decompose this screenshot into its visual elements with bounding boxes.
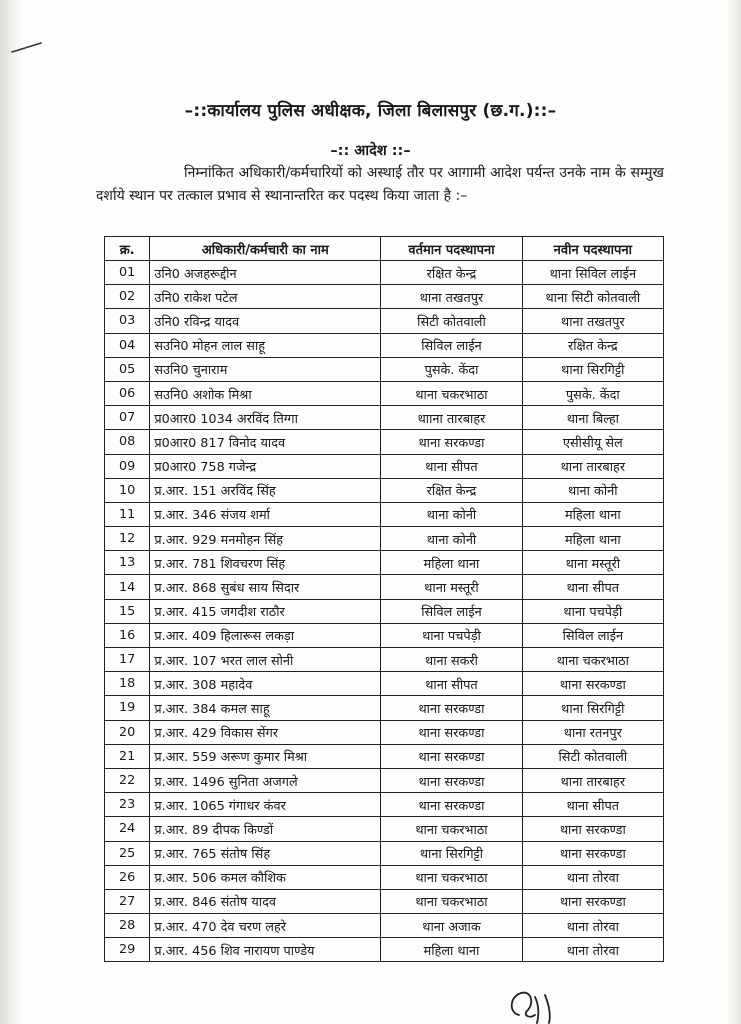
table-row [105, 914, 664, 938]
row-serial: 25 [105, 841, 150, 865]
header-new-posting: नवीन पदस्थापना [522, 237, 663, 261]
row-new-posting: थाना मस्तूरी [522, 551, 663, 575]
row-new-posting: महिला थाना [522, 502, 663, 526]
table-row [105, 575, 664, 599]
row-employee-name: प्र.आर. 1065 गंगाधर कंवर [150, 793, 381, 817]
row-employee-name: सउनि0 अशोक मिश्रा [150, 381, 381, 405]
row-employee-name: प्र.आर. 559 अरूण कुमार मिश्रा [150, 744, 381, 768]
row-current-posting: सिविल लाईन [381, 333, 522, 357]
table-row [105, 938, 664, 962]
row-current-posting: थाना सरकण्डा [381, 793, 522, 817]
row-new-posting: पुसके. केंदा [522, 381, 663, 405]
table-row [105, 817, 664, 841]
row-employee-name: उनि0 राकेश पटेल [150, 285, 381, 309]
row-serial: 09 [105, 454, 150, 478]
row-new-posting: थाना सिरगिट्टी [522, 696, 663, 720]
row-serial: 05 [105, 357, 150, 381]
row-current-posting: थाना चकरभाठा [381, 381, 522, 405]
row-new-posting: सिविल लाईन [522, 623, 663, 647]
row-serial: 18 [105, 672, 150, 696]
row-employee-name: प्र.आर. 765 संतोष सिंह [150, 841, 381, 865]
row-new-posting: रक्षित केन्द्र [522, 333, 663, 357]
row-employee-name: प्र.आर. 781 शिवचरण सिंह [150, 551, 381, 575]
row-current-posting: थाना तखतपुर [381, 285, 522, 309]
table-row [105, 623, 664, 647]
row-serial: 29 [105, 938, 150, 962]
row-new-posting: थाना चकरभाठा [522, 648, 663, 672]
row-current-posting: थाना सरकण्डा [381, 720, 522, 744]
table-row [105, 357, 664, 381]
row-employee-name: प्र.आर. 846 संतोष यादव [150, 889, 381, 913]
row-serial: 10 [105, 478, 150, 502]
row-serial: 01 [105, 261, 150, 285]
row-current-posting: महिला थाना [381, 938, 522, 962]
order-intro-text: निम्नांकित अधिकारी/कर्मचारियों को अस्थाई तौर पर आगामी आदेश पर्यन्त उनके नाम के सम्मुख दर्शाये स्थान पर तत्काल प्रभाव से स्थानान्तरित कर पदस्थ किया जाता है :– [96, 165, 664, 204]
row-current-posting: थाना मस्तूरी [381, 575, 522, 599]
row-new-posting: थाना तखतपुर [522, 309, 663, 333]
row-new-posting: थाना सरकण्डा [522, 841, 663, 865]
row-serial: 27 [105, 889, 150, 913]
row-new-posting: थाना सरकण्डा [522, 889, 663, 913]
row-current-posting: रक्षित केन्द्र [381, 261, 522, 285]
row-serial: 16 [105, 623, 150, 647]
row-current-posting: थाना सरकण्डा [381, 696, 522, 720]
row-new-posting: एसीसीयू सेल [522, 430, 663, 454]
table-row [105, 720, 664, 744]
row-current-posting: सिटी कोतवाली [381, 309, 522, 333]
row-employee-name: प्र.आर. 107 भरत लाल सोनी [150, 648, 381, 672]
row-serial: 14 [105, 575, 150, 599]
row-serial: 08 [105, 430, 150, 454]
row-serial: 22 [105, 768, 150, 792]
row-current-posting: थाना अजाक [381, 914, 522, 938]
pen-stroke-mark [10, 40, 44, 54]
row-employee-name: प्र0आर0 758 गजेन्द्र [150, 454, 381, 478]
row-serial: 03 [105, 309, 150, 333]
row-new-posting: थाना सीपत [522, 575, 663, 599]
row-new-posting: थाना बिल्हा [522, 406, 663, 430]
row-employee-name: प्र.आर. 346 संजय शर्मा [150, 502, 381, 526]
row-current-posting: थाना कोनी [381, 527, 522, 551]
row-employee-name: प्र0आर0 1034 अरविंद तिग्गा [150, 406, 381, 430]
row-serial: 12 [105, 527, 150, 551]
transfer-table [104, 236, 664, 962]
table-row [105, 648, 664, 672]
table-row [105, 478, 664, 502]
table-row [105, 261, 664, 285]
order-heading: –:: आदेश ::– [330, 143, 411, 159]
row-serial: 15 [105, 599, 150, 623]
row-new-posting: थाना तोरवा [522, 938, 663, 962]
row-current-posting: थाना चकरभाठा [381, 865, 522, 889]
header-current-posting: वर्तमान पदस्थापना [381, 237, 522, 261]
row-employee-name: प्र.आर. 151 अरविंद सिंह [150, 478, 381, 502]
row-serial: 24 [105, 817, 150, 841]
row-employee-name: प्र.आर. 868 सुबंध साय सिदार [150, 575, 381, 599]
row-current-posting: थाना सीपत [381, 672, 522, 696]
header-serial: क्र. [105, 237, 150, 261]
row-new-posting: थाना सीपत [522, 793, 663, 817]
row-serial: 20 [105, 720, 150, 744]
row-employee-name: प्र.आर. 470 देव चरण लहरे [150, 914, 381, 938]
row-employee-name: प्र.आर. 89 दीपक किण्डों [150, 817, 381, 841]
row-employee-name: प्र0आर0 817 विनोद यादव [150, 430, 381, 454]
row-new-posting: थाना सिरगिट्टी [522, 357, 663, 381]
table-row [105, 454, 664, 478]
table-row [105, 430, 664, 454]
table-header-row [105, 237, 664, 261]
row-current-posting: थाना पचपेड़ी [381, 623, 522, 647]
row-new-posting: थाना पचपेड़ी [522, 599, 663, 623]
row-serial: 07 [105, 406, 150, 430]
row-new-posting: सिटी कोतवाली [522, 744, 663, 768]
row-current-posting: थााना तारबाहर [381, 406, 522, 430]
row-new-posting: थाना तारबाहर [522, 454, 663, 478]
row-current-posting: थाना कोनी [381, 502, 522, 526]
table-row [105, 527, 664, 551]
row-current-posting: थाना सरकण्डा [381, 430, 522, 454]
row-current-posting: महिला थाना [381, 551, 522, 575]
row-employee-name: प्र.आर. 308 महादेव [150, 672, 381, 696]
row-serial: 17 [105, 648, 150, 672]
table-row [105, 865, 664, 889]
row-new-posting: थाना सिविल लाईन [522, 261, 663, 285]
row-serial: 21 [105, 744, 150, 768]
row-current-posting: थाना सरकण्डा [381, 744, 522, 768]
table-row [105, 333, 664, 357]
row-employee-name: प्र.आर. 384 कमल साहू [150, 696, 381, 720]
row-employee-name: प्र.आर. 929 मनमोहन सिंह [150, 527, 381, 551]
row-serial: 04 [105, 333, 150, 357]
table-row [105, 696, 664, 720]
row-employee-name: उनि0 रविन्द्र यादव [150, 309, 381, 333]
row-new-posting: थाना तोरवा [522, 865, 663, 889]
table-row [105, 285, 664, 309]
row-current-posting: थाना सिरगिट्टी [381, 841, 522, 865]
table-row [105, 768, 664, 792]
row-new-posting: थाना तारबाहर [522, 768, 663, 792]
table-row [105, 672, 664, 696]
table-row [105, 502, 664, 526]
row-employee-name: सउनि0 चुनाराम [150, 357, 381, 381]
table-row [105, 381, 664, 405]
row-serial: 11 [105, 502, 150, 526]
row-current-posting: थाना सकरी [381, 648, 522, 672]
table-row [105, 889, 664, 913]
table-row [105, 744, 664, 768]
row-employee-name: सउनि0 मोहन लाल साहू [150, 333, 381, 357]
table-row [105, 793, 664, 817]
row-employee-name: प्र.आर. 506 कमल कौशिक [150, 865, 381, 889]
office-heading: –::कार्यालय पुलिस अधीक्षक, जिला बिलासपुर (छ.ग.)::– [184, 101, 557, 121]
table-row [105, 841, 664, 865]
table-body [105, 261, 664, 962]
row-serial: 19 [105, 696, 150, 720]
table-row [105, 406, 664, 430]
table-row [105, 551, 664, 575]
row-employee-name: प्र.आर. 409 हिलारूस लकड़ा [150, 623, 381, 647]
row-new-posting: थाना सरकण्डा [522, 817, 663, 841]
row-serial: 23 [105, 793, 150, 817]
row-new-posting: थाना सरकण्डा [522, 672, 663, 696]
signature-mark [505, 985, 565, 1024]
row-current-posting: सिविल लाईन [381, 599, 522, 623]
table-row [105, 599, 664, 623]
row-current-posting: रक्षित केन्द्र [381, 478, 522, 502]
row-employee-name: प्र.आर. 429 विकास सेंगर [150, 720, 381, 744]
row-new-posting: थाना रतनपुर [522, 720, 663, 744]
row-serial: 02 [105, 285, 150, 309]
row-new-posting: थाना सिटी कोतवाली [522, 285, 663, 309]
row-employee-name: प्र.आर. 456 शिव नारायण पाण्डेय [150, 938, 381, 962]
row-serial: 28 [105, 914, 150, 938]
row-new-posting: थाना तोरवा [522, 914, 663, 938]
row-current-posting: थाना सीपत [381, 454, 522, 478]
row-current-posting: थाना चकरभाठा [381, 817, 522, 841]
row-employee-name: प्र.आर. 415 जगदीश राठौर [150, 599, 381, 623]
row-current-posting: थाना चकरभाठा [381, 889, 522, 913]
table-row [105, 309, 664, 333]
row-current-posting: थाना सरकण्डा [381, 768, 522, 792]
row-serial: 06 [105, 381, 150, 405]
header-name: अधिकारी/कर्मचारी का नाम [150, 237, 381, 261]
row-employee-name: उनि0 अजहरूद्दीन [150, 261, 381, 285]
row-current-posting: पुसके. केंदा [381, 357, 522, 381]
row-new-posting: थाना कोनी [522, 478, 663, 502]
row-serial: 13 [105, 551, 150, 575]
row-new-posting: महिला थाना [522, 527, 663, 551]
row-serial: 26 [105, 865, 150, 889]
row-employee-name: प्र.आर. 1496 सुनिता अजगले [150, 768, 381, 792]
